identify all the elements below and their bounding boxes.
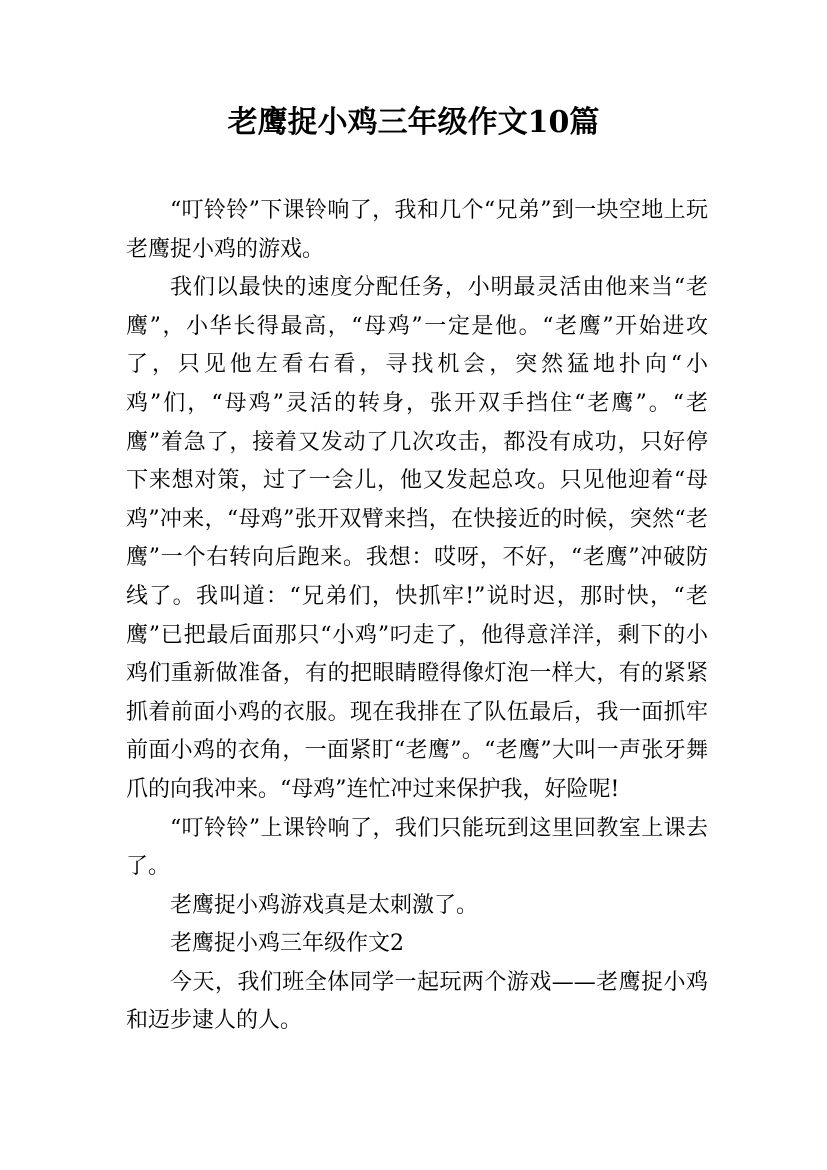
paragraph-4: 老鹰捉小鸡游戏真是太刺激了。 (170, 892, 479, 918)
document-body (126, 192, 708, 1041)
paragraph-3: “叮铃铃”上课铃响了，我们只能玩到这里回教室上课去了。 (126, 815, 708, 880)
paragraph-6: 今天，我们班全体同学一起玩两个游戏——老鹰捉小鸡和迈步逮人的人。 (126, 969, 708, 1034)
section-heading-2: 老鹰捉小鸡三年级作文2 (170, 931, 404, 957)
document-title: 老鹰捉小鸡三年级作文10篇 (227, 105, 600, 140)
paragraph-1: “叮铃铃”下课铃响了，我和几个“兄弟”到一块空地上玩老鹰捉小鸡的游戏。 (126, 198, 708, 262)
paragraph-2: 我们以最快的速度分配任务，小明最灵活由他来当“老鹰”，小华长得最高，“母鸡”一定是他。“老鹰”开始进攻了，只见他左看右看，寻找机会，突然猛地扑向“小鸡”们，“母鸡”灵活的转身，张开双手挡住“老鹰”。“老鹰”着急了，接着又发动了几次攻击，都没有成功，只好停下来想对策，过了一会儿，他又发起总攻。只见他迎着“母鸡”冲来，“母鸡”张开双臂来挡，在快接近的时候，突然“老鹰”一个右转向后跑来。我想：哎呀，不好，“老鹰”冲破防线了。我叫道：“兄弟们，快抓牢!”说时迟，那时快，“老鹰”已把最后面那只“小鸡”叼走了，他得意洋洋，剩下的小鸡们重新做准备，有的把眼睛瞪得像灯泡一样大，有的紧紧抓着前面小鸡的衣服。现在我排在了队伍最后，我一面抓牢前面小鸡的衣角，一面紧盯“老鹰”。“老鹰”大叫一声张牙舞爪的向我冲来。“母鸡”连忙冲过来保护我，好险呢! (126, 275, 708, 802)
